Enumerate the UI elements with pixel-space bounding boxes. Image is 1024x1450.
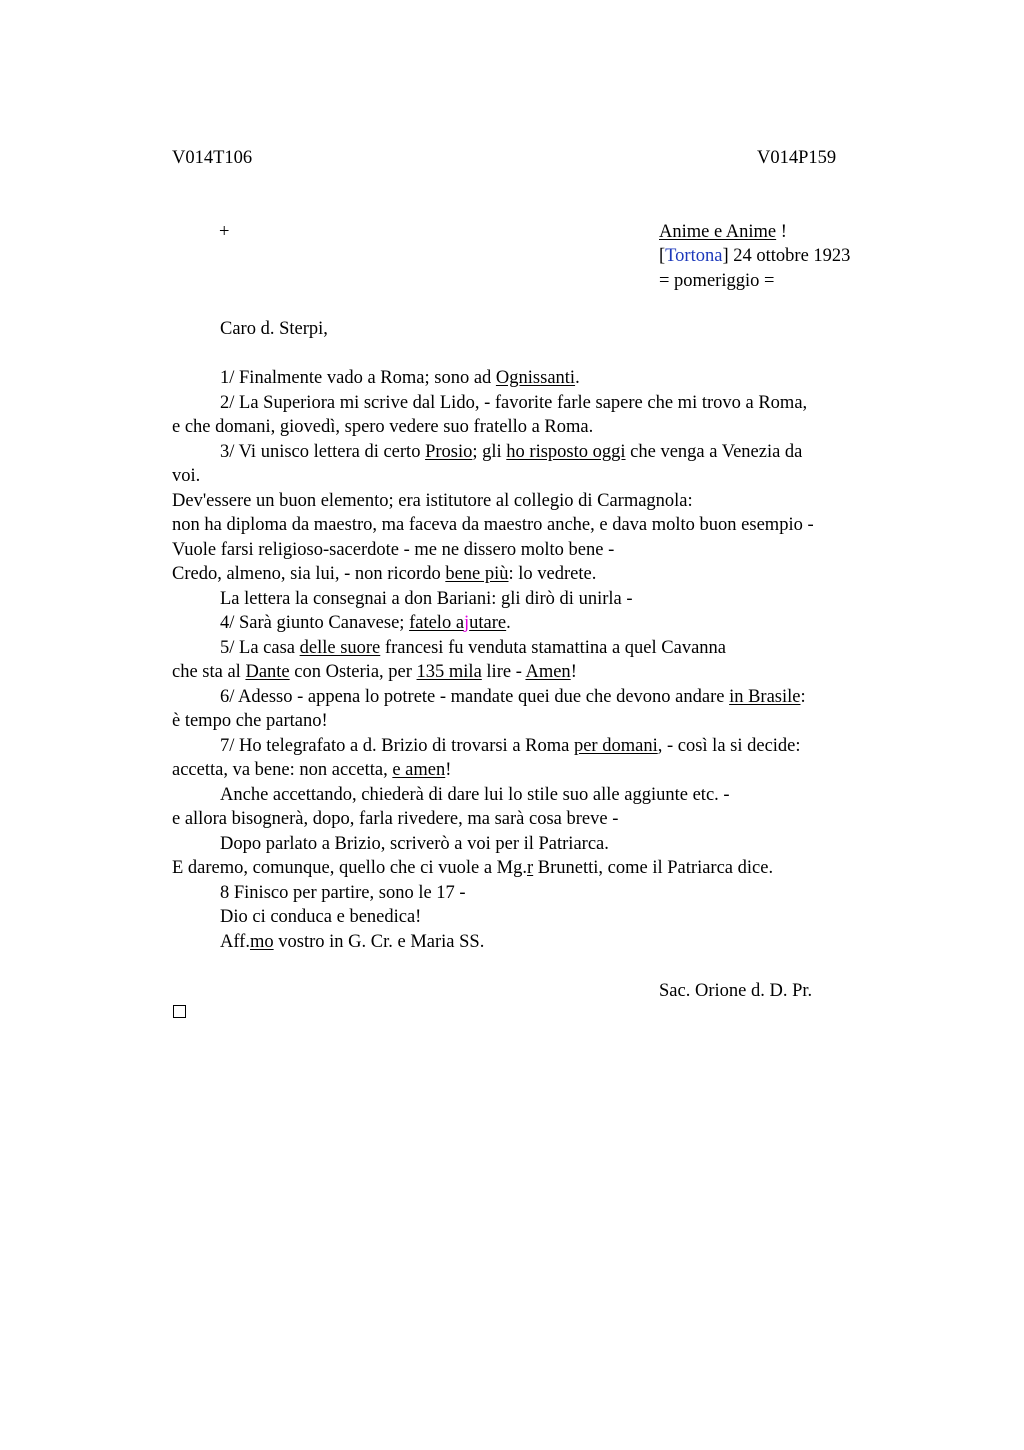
- paragraph-7-line-3: Anche accettando, chiederà di dare lui lo stile suo alle aggiunte etc. -: [220, 785, 730, 805]
- paragraph-6-line-2: è tempo che partano!: [172, 711, 328, 731]
- paragraph-6-line-1: 6/ Adesso - appena lo potrete - mandate quei due che devono andare in Brasile:: [220, 687, 806, 707]
- place-date-line: [Tortona] 24 ottobre 1923: [659, 246, 851, 266]
- cross-mark: +: [219, 222, 230, 242]
- paragraph-1: 1/ Finalmente vado a Roma; sono ad Ognissanti.: [220, 368, 580, 388]
- paragraph-7-line-6: E daremo, comunque, quello che ci vuole a Mg.r Brunetti, come il Patriarca dice.: [172, 858, 774, 878]
- paragraph-3-line-2: voi.: [172, 466, 201, 486]
- paragraph-2-line-1: 2/ La Superiora mi scrive dal Lido, - favorite farle sapere che mi trovo a Roma,: [220, 393, 808, 413]
- paragraph-8: 8 Finisco per partire, sono le 17 -: [220, 883, 466, 903]
- archive-code-left: V014T106: [172, 148, 253, 168]
- paragraph-3-line-1: 3/ Vi unisco lettera di certo Prosio; gli ho risposto oggi che venga a Venezia da: [220, 442, 803, 462]
- paragraph-5-line-2: che sta al Dante con Osteria, per 135 mila lire - Amen!: [172, 662, 577, 682]
- paragraph-7-line-4: e allora bisognerà, dopo, farla rivedere, ma sarà cosa breve -: [172, 809, 619, 829]
- salutation: Caro d. Sterpi,: [220, 319, 328, 339]
- paragraph-3-line-6: Credo, almeno, sia lui, - non ricordo bene più: lo vedrete.: [172, 564, 597, 584]
- end-box-mark: [173, 1005, 186, 1018]
- closing-regards: Aff.mo vostro in G. Cr. e Maria SS.: [220, 932, 485, 952]
- paragraph-3-line-4: non ha diploma da maestro, ma faceva da maestro anche, e dava molto buon esempio -: [172, 515, 814, 535]
- place-name: Tortona: [665, 246, 723, 266]
- paragraph-7-line-1: 7/ Ho telegrafato a d. Brizio di trovarsi a Roma per domani, - così la si decide:: [220, 736, 801, 756]
- closing-blessing: Dio ci conduca e benedica!: [220, 907, 422, 927]
- motto: Anime e Anime: [659, 222, 777, 242]
- motto-line: Anime e Anime !: [659, 222, 787, 242]
- paragraph-3-line-5: Vuole farsi religioso-sacerdote - me ne dissero molto bene -: [172, 540, 615, 560]
- archive-code-right: V014P159: [757, 148, 837, 168]
- paragraph-4: 4/ Sarà giunto Canavese; fatelo ajutare.: [220, 613, 511, 633]
- paragraph-3-line-3: Dev'essere un buon elemento; era istitutore al collegio di Carmagnola:: [172, 491, 693, 511]
- time-of-day: = pomeriggio =: [659, 271, 775, 291]
- paragraph-2-line-2: e che domani, giovedì, spero vedere suo fratello a Roma.: [172, 417, 594, 437]
- paragraph-3-line-7: La lettera la consegnai a don Bariani: gli dirò di unirla -: [220, 589, 633, 609]
- paragraph-7-line-5: Dopo parlato a Brizio, scriverò a voi per il Patriarca.: [220, 834, 609, 854]
- paragraph-5-line-1: 5/ La casa delle suore francesi fu venduta stamattina a quel Cavanna: [220, 638, 726, 658]
- paragraph-7-line-2: accetta, va bene: non accetta, e amen!: [172, 760, 452, 780]
- signature: Sac. Orione d. D. Pr.: [659, 981, 813, 1001]
- letter-date: 24 ottobre 1923: [728, 246, 851, 266]
